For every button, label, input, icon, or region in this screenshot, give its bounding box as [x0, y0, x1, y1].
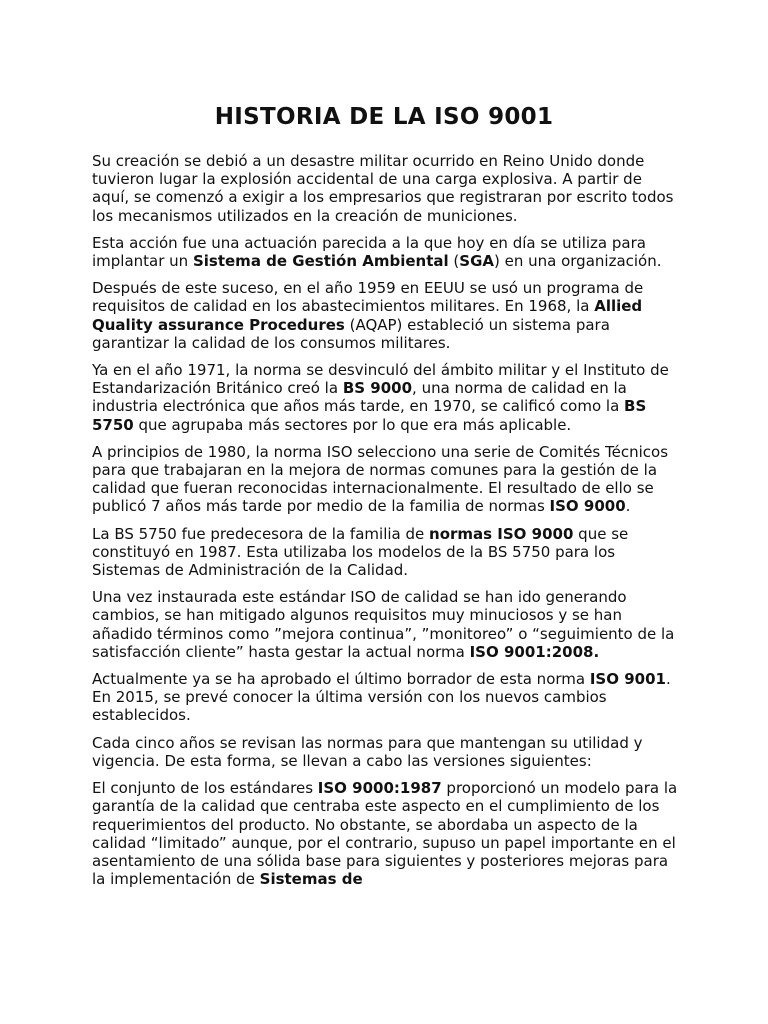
- paragraph: [92, 588, 682, 661]
- text: La BS 5750 fue predecesora de la familia de: [92, 524, 430, 543]
- text: Cada cinco años se revisan las normas para que mantengan su utilidad y vigencia. De esta forma, se llevan a cabo las versiones siguientes:: [92, 733, 643, 770]
- text: (: [448, 252, 460, 271]
- text: que agrupaba más sectores por lo que era más aplicable.: [133, 415, 572, 434]
- text: Su creación se debió a un desastre militar ocurrido en Reino Unido donde tuvieron lugar la explosión accidental de una carga explosiva. A partir de aquí, se comenzó a exigir a los empresarios que registraran por escrito todos los mecanismos utilizados en la creación de municiones.: [92, 152, 674, 225]
- text: El conjunto de los estándares: [92, 779, 318, 798]
- bold-text: BS 9000: [342, 379, 413, 398]
- text: Actualmente ya se ha aprobado el último borrador de esta norma: [92, 670, 590, 689]
- text: que se constituyó en 1987. Esta utilizaba los modelos de la BS 5750 para los Sistemas de Administración de la Calidad.: [92, 524, 629, 580]
- text: , una norma de calidad en la industria electrónica que años más tarde, en 1970, se calificó como la: [92, 379, 627, 416]
- paragraph: [92, 779, 682, 888]
- document-body: [92, 152, 682, 897]
- bold-text: ISO 9001: [589, 670, 666, 689]
- paragraph: [92, 279, 682, 352]
- text: proporcionó un modelo para la garantía de la calidad que centraba este aspecto en el cumplimiento de los requerimientos del producto. No obstante, se abordaba un aspecto de la calidad “limitado” aunque, por el contrario, supuso un papel importante en el asentamiento de una sólida base para siguientes y posteriores mejoras para la implementación de: [92, 779, 678, 889]
- bold-text: Sistema de Gestión Ambiental: [192, 252, 449, 271]
- paragraph: [92, 361, 682, 434]
- page-title: HISTORIA DE LA ISO 9001: [214, 104, 554, 130]
- text: Una vez instaurada este estándar ISO de calidad se han ido generando cambios, se han mitigado algunos requisitos muy minuciosos y se han añadido términos como ”mejora continua”, ”monitoreo” o “seguimiento de la satisfacción cliente” hasta gestar la actual norma: [92, 588, 675, 661]
- text: Ya en el año 1971, la norma se desvinculó del ámbito militar y el Instituto de Estandarización Británico creó la: [92, 361, 669, 398]
- bold-text: Sistemas de: [259, 870, 363, 889]
- text: (AQAP) estableció un sistema para garantizar la calidad de los consumos militares.: [92, 315, 610, 352]
- text: Después de este suceso, en el año 1959 en EEUU se usó un programa de requisitos de calidad en los abastecimientos militares. En 1968, la: [92, 279, 644, 316]
- bold-text: SGA: [459, 252, 494, 271]
- text: A principios de 1980, la norma ISO selecciono una serie de Comités Técnicos para que trabajaran en la mejora de normas comunes para la gestión de la calidad que fueran reconocidas internacionalmente. El resultado de ello se publicó 7 años más tarde por medio de la familia de normas: [92, 442, 669, 516]
- text: . En 2015, se prevé conocer la última versión con los nuevos cambios establecidos.: [92, 670, 671, 725]
- paragraph: [92, 234, 682, 270]
- bold-text: ISO 9000:1987: [317, 779, 442, 798]
- bold-text: ISO 9001:2008.: [469, 642, 600, 661]
- text: .: [625, 497, 631, 516]
- text: ) en una organización.: [494, 252, 662, 271]
- text: Esta acción fue una actuación parecida a la que hoy en día se utiliza para implantar un: [92, 233, 646, 271]
- paragraph: [92, 734, 682, 770]
- bold-text: normas ISO 9000: [429, 524, 574, 543]
- paragraph: [92, 443, 682, 516]
- paragraph: [92, 525, 682, 580]
- bold-text: BS 5750: [92, 397, 647, 434]
- bold-text: Allied Quality assurance Procedures: [92, 297, 643, 334]
- paragraph: [92, 670, 682, 725]
- paragraph: [92, 152, 682, 225]
- bold-text: ISO 9000: [549, 497, 626, 516]
